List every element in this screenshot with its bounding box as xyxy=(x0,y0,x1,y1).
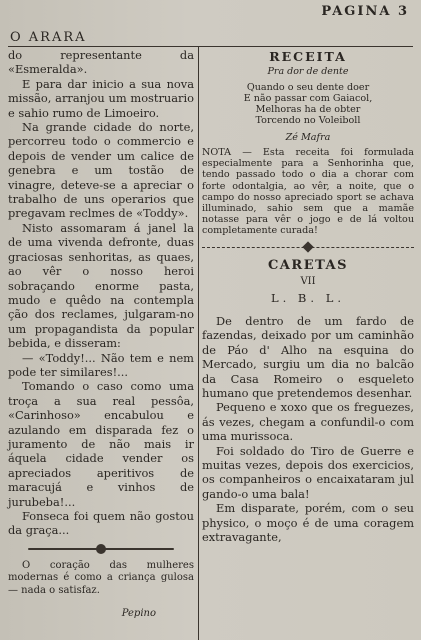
page-number: PAGINA 3 xyxy=(321,4,409,19)
article-paragraph: Pequeno e xoxo que os freguezes, ás vezes, chegam a confundil-o com uma murissoca. xyxy=(202,400,414,444)
aphorism-note: O coração das mulheres modernas é como a criança gulosa — nada o satisfaz. xyxy=(8,559,194,596)
receita-title: RECEITA xyxy=(269,49,347,64)
article-paragraph: Na grande cidade do norte, percorreu todo o commercio e depois de vender um calice de genebra e um tostão de vinagre, deteve-se a apreciar o trabalho de uns operarios que pregavam reclmes de «Toddy». xyxy=(8,120,194,221)
ornament-divider xyxy=(28,544,174,554)
article-paragraph: Foi soldado do Tiro de Guerre e muitas vezes, depois dos exercicios, os companheiros o encaixataram jul gando-o uma bala! xyxy=(202,443,414,501)
caretas-subtitle: L. B. L. xyxy=(270,291,345,306)
caretas-number: VII xyxy=(300,276,316,288)
header-rule xyxy=(8,46,413,47)
article-paragraph: Em disparate, porém, com o seu physico, o moço é de uma coragem extravagante, xyxy=(202,501,414,544)
left-column xyxy=(8,48,194,621)
poem-line: Torcendo no Voleiboll xyxy=(255,115,361,127)
ornament-dot xyxy=(96,544,106,554)
article-quote: — «Toddy!... Não tem e nem pode ter similares!... xyxy=(8,350,194,379)
receita-subtitle: Pra dor de dente xyxy=(267,66,349,78)
page-header xyxy=(0,0,421,48)
article-paragraph: Tomando o caso como uma troça a sua real pessôa, «Carinhoso» encabulou e azulando em disparada fez o juramento de não mais ir áquela cidade vender os apreciados aperitivos de maracujá e vinhos de jurubeba!... xyxy=(8,379,194,509)
caretas-section xyxy=(202,259,414,545)
signature: Pepino xyxy=(121,608,156,620)
article-paragraph: Nisto assomaram á janel la de uma vivenda defronte, duas graciosas senhoritas, as quaes, ao vêr o nosso heroi sobraçando enorme pasta, mudo e quêdo na contempla ção dos reclames, julgaram-no um propagandista da popular bebida, e disseram: xyxy=(8,220,194,351)
right-column xyxy=(202,48,414,544)
poem-line: E não passar com Gaiacol, xyxy=(243,93,373,105)
section-divider xyxy=(202,242,414,254)
article-paragraph: do representante da «Esmeralda». xyxy=(8,48,194,77)
divider-diamond xyxy=(302,241,313,252)
article-paragraph: E para dar inicio a sua nova missão, arranjou um mostruario e sahio rumo de Limoeiro. xyxy=(8,76,194,120)
newspaper-name: O ARARA xyxy=(10,30,87,45)
caretas-title: CARETAS xyxy=(267,257,349,273)
receita-nota: NOTA — Esta receita foi formulada especialmente para a Senhorinha que, tendo passado todo o dia a chorar com forte odontalgia, ao vêr, a noite, que o campo do nosso apreciado sport se achava illuminado, sahio sem que a mamãe notasse para vêr o jogo e de lá voltou completamente curada! xyxy=(202,147,414,237)
poem-line: Quando o seu dente doer xyxy=(246,81,370,93)
receita-section xyxy=(202,50,414,237)
poem-author: Zé Mafra xyxy=(285,131,331,143)
article-paragraph: Fonseca foi quem não gostou da graça... xyxy=(8,509,194,538)
article-paragraph: De dentro de um fardo de fazendas, deixado por um caminhão de Páo d' Alho na esquina do Mercado, surgiu um dia no balcão da Casa Romeiro o esqueleto humano que pretendemos desenhar. xyxy=(202,313,414,400)
poem-line: Melhoras ha de obter xyxy=(255,104,361,116)
column-divider xyxy=(198,46,199,640)
